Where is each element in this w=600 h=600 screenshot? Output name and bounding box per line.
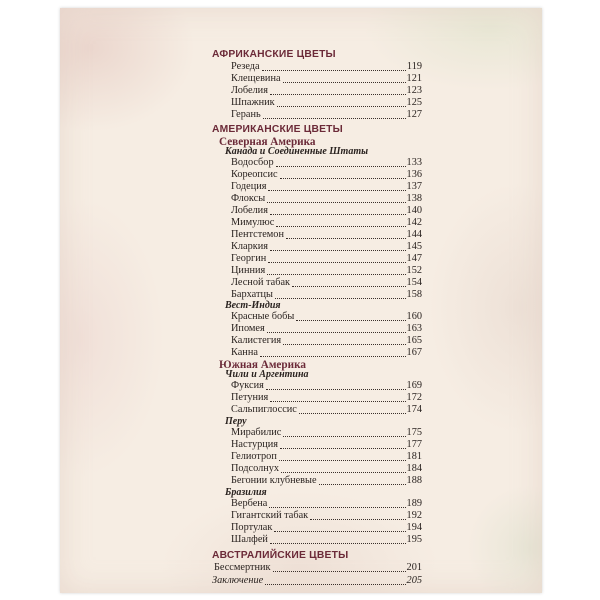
toc-entry (231, 217, 422, 229)
region-heading-brazil: Бразилия (225, 487, 267, 498)
subsection-heading-south-america: Южная Америка (219, 359, 306, 371)
toc-entry-title: Фуксия (231, 380, 264, 391)
dot-leader (276, 226, 405, 227)
toc-entry (231, 439, 422, 451)
dot-leader (267, 332, 406, 333)
toc-entry-title: Герань (231, 109, 261, 120)
toc-entry-page: 154 (406, 277, 422, 288)
dot-leader (270, 401, 405, 402)
toc-entry-title: Заключение (212, 575, 264, 586)
toc-entry (231, 392, 422, 404)
dot-leader (296, 320, 405, 321)
toc-entry (231, 510, 422, 522)
toc-entry-title: Флоксы (231, 193, 266, 204)
dot-leader (292, 286, 405, 287)
dot-leader (275, 298, 406, 299)
toc-entry-title: Бессмертник (214, 562, 271, 573)
dot-leader (274, 531, 405, 532)
toc-entry (231, 451, 422, 463)
toc-entry-page: 136 (406, 169, 422, 180)
toc-entry-title: Портулак (231, 522, 273, 533)
region-heading-west-indies: Вест-Индия (225, 300, 281, 311)
dot-leader (283, 344, 405, 345)
toc-entry-title: Настурция (231, 439, 278, 450)
toc-entry-page: 145 (406, 241, 422, 252)
toc-entry-title: Мимулюс (231, 217, 275, 228)
dot-leader (319, 484, 406, 485)
toc-entry (231, 323, 422, 335)
toc-entry-page: 195 (406, 534, 422, 545)
toc-entry-title: Сальпиглоссис (231, 404, 297, 415)
toc-entry-title: Цинния (231, 265, 266, 276)
toc-entry-title: Годеция (231, 181, 267, 192)
toc-entry (231, 193, 422, 205)
toc-entry-title: Гигантский табак (231, 510, 309, 521)
toc-entry-page: 125 (406, 97, 422, 108)
region-heading-canada: Канада и Соединенные Штаты (225, 146, 369, 157)
dot-leader (268, 262, 405, 263)
dot-leader (270, 250, 406, 251)
toc-entry (231, 463, 422, 475)
dot-leader (310, 519, 405, 520)
toc-entry (231, 311, 422, 323)
toc-entry-title: Гелиотроп (231, 451, 277, 462)
toc-entry-page: 144 (406, 229, 422, 240)
toc-entry-page: 177 (406, 439, 422, 450)
toc-entry (231, 522, 422, 534)
toc-entry (231, 169, 422, 181)
section-heading-african: АФРИКАНСКИЕ ЦВЕТЫ (212, 49, 336, 60)
dot-leader (273, 571, 406, 572)
toc-entry-page: 152 (406, 265, 422, 276)
toc-entry (231, 253, 422, 265)
toc-entry-title: Пентстемон (231, 229, 284, 240)
toc-entry-title: Ипомея (231, 323, 265, 334)
toc-entry-page: 163 (406, 323, 422, 334)
toc-entry-title: Шалфей (231, 534, 268, 545)
dot-leader (263, 118, 406, 119)
toc-entry (231, 335, 422, 347)
toc-entry-title: Красные бобы (231, 311, 295, 322)
toc-entry-title: Подсолнух (231, 463, 280, 474)
toc-entry (231, 265, 422, 277)
toc-entry (231, 229, 422, 241)
dot-leader (270, 543, 406, 544)
toc-entry-page: 169 (406, 380, 422, 391)
dot-leader (265, 584, 405, 585)
toc-entry-page: 123 (406, 85, 422, 96)
dot-leader (279, 460, 406, 461)
toc-entry (231, 534, 422, 546)
section-heading-american: АМЕРИКАНСКИЕ ЦВЕТЫ (212, 124, 343, 135)
dot-leader (267, 274, 405, 275)
dot-leader (281, 472, 405, 473)
dot-leader (286, 238, 406, 239)
toc-entry-page: 174 (406, 404, 422, 415)
toc-entry-page: 188 (406, 475, 422, 486)
toc-entry (231, 97, 422, 109)
toc-entry-title: Бархатцы (231, 289, 273, 300)
toc-entry-title: Шпажник (231, 97, 275, 108)
toc-entry-title: Кореопсис (231, 169, 278, 180)
dot-leader (270, 94, 406, 95)
toc-entry-title: Петуния (231, 392, 269, 403)
toc-entry-page: 142 (406, 217, 422, 228)
toc-entry (231, 380, 422, 392)
toc-entry (231, 85, 422, 97)
toc-entry-page: 189 (406, 498, 422, 509)
toc-entry-page: 127 (406, 109, 422, 120)
toc-entry-title: Мирабилис (231, 427, 282, 438)
toc-entry-page: 137 (406, 181, 422, 192)
toc-entry (231, 61, 422, 73)
dot-leader (260, 356, 406, 357)
dot-leader (299, 413, 406, 414)
toc-entry-title: Лобелия (231, 85, 268, 96)
dot-leader (283, 82, 406, 83)
toc-entry-page: 172 (406, 392, 422, 403)
toc-entry-page: 205 (406, 575, 422, 586)
toc-entry (214, 562, 422, 574)
toc-entry (231, 181, 422, 193)
toc-entry-page: 147 (406, 253, 422, 264)
toc-entry (231, 73, 422, 85)
toc-entry-title: Резеда (231, 61, 260, 72)
dot-leader (280, 178, 406, 179)
region-heading-chile: Чили и Аргентина (225, 369, 309, 380)
toc-entry-page: 194 (406, 522, 422, 533)
toc-entry-title: Бегонии клубневые (231, 475, 317, 486)
toc-entry-page: 201 (406, 562, 422, 573)
toc-entry (231, 347, 422, 359)
dot-leader (283, 436, 405, 437)
dot-leader (276, 166, 406, 167)
toc-entry (231, 205, 422, 217)
toc-entry-title: Клещевина (231, 73, 281, 84)
toc-entry-page: 184 (406, 463, 422, 474)
toc-entry (231, 109, 422, 121)
dot-leader (268, 190, 405, 191)
toc-entry-page: 133 (406, 157, 422, 168)
dot-leader (280, 448, 406, 449)
subsection-heading-north-america: Северная Америка (219, 136, 316, 148)
toc-entry (231, 498, 422, 510)
toc-entry-title: Лесной табак (231, 277, 291, 288)
toc-entry (231, 427, 422, 439)
toc-entry-title: Водосбор (231, 157, 274, 168)
dot-leader (269, 507, 405, 508)
toc-entry (231, 404, 422, 416)
toc-entry-page: 121 (406, 73, 422, 84)
toc-entry (231, 157, 422, 169)
dot-leader (267, 202, 405, 203)
toc-entry-title: Лобелия (231, 205, 268, 216)
toc-entry-title: Георгин (231, 253, 267, 264)
toc-entry-page: 138 (406, 193, 422, 204)
toc-entry-page: 167 (406, 347, 422, 358)
toc-entry-page: 158 (406, 289, 422, 300)
dot-leader (262, 70, 406, 71)
toc-entry (231, 277, 422, 289)
toc-entry-page: 160 (406, 311, 422, 322)
toc-entry-page: 165 (406, 335, 422, 346)
toc-entry-conclusion (212, 575, 422, 587)
toc-entry-title: Вербена (231, 498, 268, 509)
toc-entry-title: Калистегия (231, 335, 282, 346)
toc-entry-page: 140 (406, 205, 422, 216)
toc-entry-title: Канна (231, 347, 258, 358)
dot-leader (277, 106, 406, 107)
toc-entry-page: 175 (406, 427, 422, 438)
section-heading-australian: АВСТРАЛИЙСКИЕ ЦВЕТЫ (212, 550, 349, 561)
toc-entry (231, 475, 422, 487)
toc-entry-title: Кларкия (231, 241, 268, 252)
region-heading-peru: Перу (225, 416, 247, 427)
toc-entry-page: 192 (406, 510, 422, 521)
toc-entry-page: 119 (406, 61, 422, 72)
dot-leader (266, 389, 406, 390)
dot-leader (270, 214, 406, 215)
toc-entry-page: 181 (406, 451, 422, 462)
toc-entry (231, 241, 422, 253)
